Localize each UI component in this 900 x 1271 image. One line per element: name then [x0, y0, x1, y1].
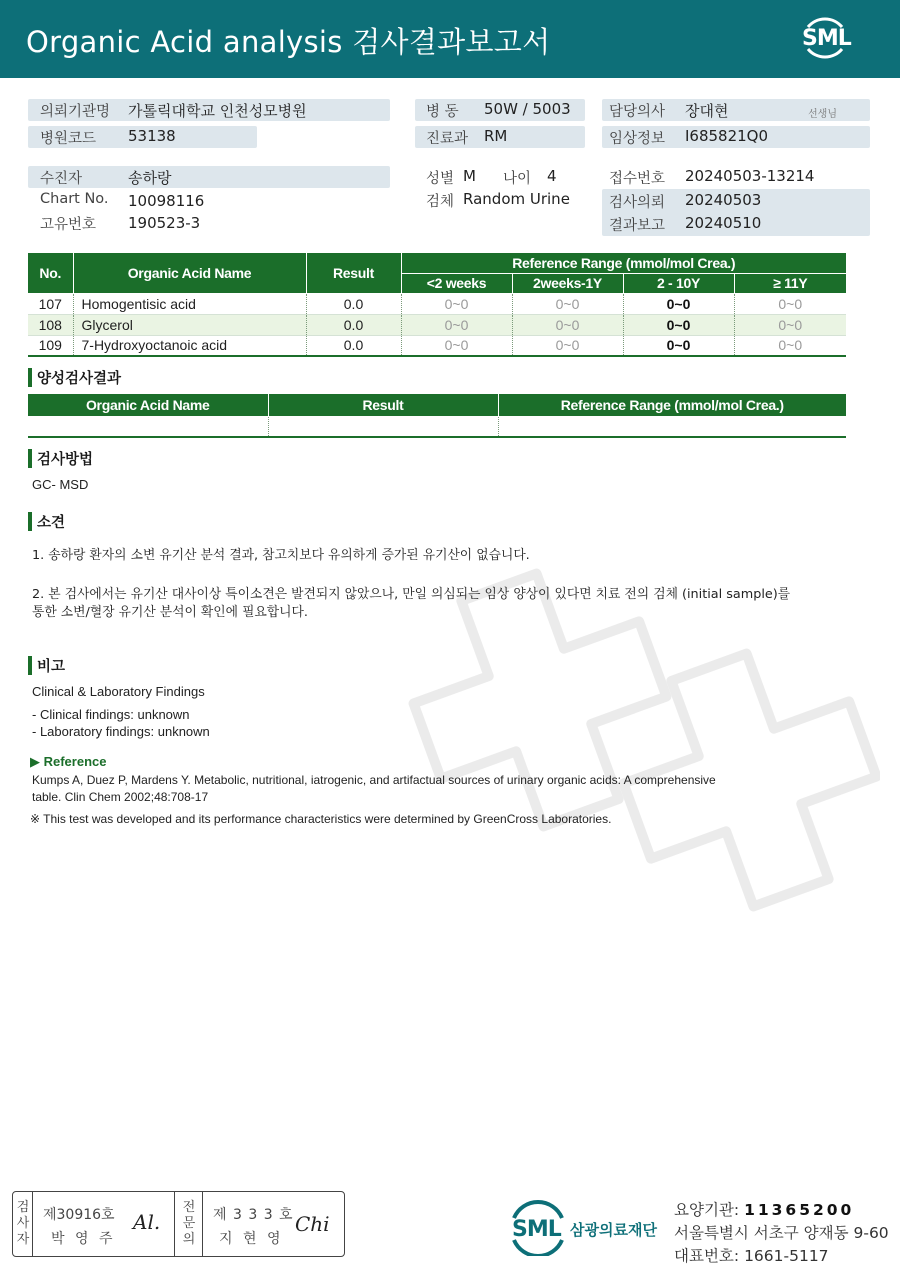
- row-no: 107: [28, 293, 73, 314]
- pos-empty-cell: [28, 416, 268, 437]
- org-code-label: 요양기관:: [674, 1201, 740, 1219]
- age-value: 4: [547, 167, 557, 185]
- examiner-name: 박 영 주: [51, 1231, 116, 1247]
- hospital-code-value: 53138: [128, 127, 176, 145]
- specimen-value: Random Urine: [463, 190, 570, 208]
- results-table: [28, 253, 846, 357]
- clinical-findings: - Clinical findings: unknown: [32, 707, 190, 722]
- doctor-label: 담당의사: [609, 104, 666, 120]
- col-result-header: Result: [306, 253, 401, 293]
- reference-line-2: table. Clin Chem 2002;48:708-17: [32, 790, 209, 804]
- dept-value: RM: [484, 127, 508, 145]
- positive-heading: 양성검사결과: [28, 367, 121, 388]
- report-title: Organic Acid analysis 검사결과보고서: [26, 25, 551, 59]
- table-row: [28, 335, 846, 356]
- reference-heading: ▶ Reference: [30, 754, 107, 769]
- pos-col-name: Organic Acid Name: [28, 394, 268, 416]
- doctor-value: 장대현: [685, 102, 729, 120]
- org-code-line: [674, 1198, 854, 1220]
- sex-label: 성별: [426, 171, 455, 187]
- signature-box: [12, 1191, 345, 1257]
- request-label: 검사의뢰: [609, 195, 666, 211]
- org-name: 삼광의료재단: [570, 1221, 657, 1239]
- specialist-signature: Chi: [295, 1212, 330, 1236]
- row-name: 7-Hydroxyoctanoic acid: [73, 335, 306, 356]
- uid-label: 고유번호: [40, 217, 97, 233]
- findings-heading: 소견: [28, 511, 65, 532]
- org-phone-label: 대표번호:: [674, 1247, 740, 1265]
- col-ref-11y: ≥ 11Y: [734, 273, 846, 293]
- row-ref: 0~0: [623, 335, 734, 356]
- row-ref: 0~0: [401, 335, 512, 356]
- org-address: 서울특별시 서초구 양재동 9-60: [674, 1224, 889, 1242]
- row-no: 108: [28, 314, 73, 335]
- row-result: 0.0: [306, 335, 401, 356]
- row-ref: 0~0: [734, 293, 846, 314]
- col-ref-2w-1y: 2weeks-1Y: [512, 273, 623, 293]
- report-label: 결과보고: [609, 218, 666, 234]
- patient-label: 수진자: [40, 171, 83, 187]
- info-shade-patient: [28, 166, 390, 188]
- specialist-label-char: 전: [182, 1200, 196, 1215]
- findings-line-2a: 2. 본 검사에서는 유기산 대사이상 특이소견은 발견되지 않았으나, 만일 의심되는 임상 양상이 있다면 치료 전의 검체 (initial sample)를: [32, 587, 791, 602]
- col-ref-2-10y: 2 - 10Y: [623, 273, 734, 293]
- remarks-title: Clinical & Laboratory Findings: [32, 684, 205, 699]
- developer-note: ※ This test was developed and its performance characteristics were determined by GreenCross Laboratories.: [30, 812, 612, 826]
- row-no: 109: [28, 335, 73, 356]
- watermark-logo: [360, 540, 880, 1000]
- receipt-label: 접수번호: [609, 171, 666, 187]
- svg-text:SML: SML: [512, 1217, 561, 1242]
- remarks-heading: 비고: [28, 655, 65, 676]
- ward-label: 병 동: [426, 104, 459, 120]
- table-row: [28, 416, 846, 437]
- col-name-header: Organic Acid Name: [73, 253, 306, 293]
- uid-value: 190523-3: [128, 214, 201, 232]
- row-ref: 0~0: [623, 314, 734, 335]
- method-text: GC- MSD: [32, 477, 89, 492]
- row-ref: 0~0: [734, 335, 846, 356]
- patient-value: 송하랑: [128, 169, 172, 187]
- examiner-label-char: 검: [16, 1200, 30, 1215]
- positive-table: [28, 394, 846, 438]
- examiner-label-char: 자: [16, 1232, 30, 1247]
- row-name: Homogentisic acid: [73, 293, 306, 314]
- reference-line-1: Kumps A, Duez P, Mardens Y. Metabolic, nutritional, iatrogenic, and artifactual sources of urinary organic acids: A comprehensive: [32, 773, 716, 787]
- report-header: [0, 0, 900, 78]
- receipt-value: 20240503-13214: [685, 167, 815, 185]
- pos-empty-cell: [268, 416, 498, 437]
- row-result: 0.0: [306, 314, 401, 335]
- specimen-label: 검체: [426, 194, 455, 210]
- col-ref-under2w: <2 weeks: [401, 273, 512, 293]
- row-ref: 0~0: [512, 293, 623, 314]
- table-row: [28, 293, 846, 314]
- examiner-label-char: 사: [16, 1216, 30, 1231]
- col-ref-header: Reference Range (mmol/mol Crea.): [401, 253, 846, 273]
- org-phone-value: 1661-5117: [744, 1247, 829, 1265]
- findings-line-2b: 통한 소변/혈장 유기산 분석이 확인에 필요합니다.: [32, 605, 308, 620]
- clinical-value: I685821Q0: [685, 127, 769, 145]
- examiner-license: 제30916호: [43, 1207, 115, 1223]
- request-value: 20240503: [685, 191, 762, 209]
- specialist-license: 제 3 3 3 호: [213, 1207, 294, 1223]
- sex-value: M: [463, 167, 476, 185]
- row-ref: 0~0: [512, 314, 623, 335]
- sml-logo-text: SML: [802, 26, 851, 51]
- col-no-header: No.: [28, 253, 73, 293]
- pos-col-result: Result: [268, 394, 498, 416]
- row-name: Glycerol: [73, 314, 306, 335]
- row-ref: 0~0: [512, 335, 623, 356]
- org-code-value: 11365200: [744, 1201, 855, 1219]
- ward-value: 50W / 5003: [484, 100, 571, 118]
- hospital-value: 가톨릭대학교 인천성모병원: [128, 102, 307, 120]
- chart-value: 10098116: [128, 192, 205, 210]
- row-ref: 0~0: [401, 293, 512, 314]
- table-row: [28, 314, 846, 335]
- clinical-label: 임상정보: [609, 131, 666, 147]
- row-ref: 0~0: [401, 314, 512, 335]
- specialist-label-char: 문: [182, 1216, 196, 1231]
- specialist-label-char: 의: [182, 1232, 196, 1247]
- org-logo-icon: [508, 1200, 568, 1256]
- pos-col-ref: Reference Range (mmol/mol Crea.): [498, 394, 846, 416]
- row-ref: 0~0: [623, 293, 734, 314]
- age-label: 나이: [503, 171, 532, 187]
- dept-label: 진료과: [426, 131, 469, 147]
- method-heading: 검사방법: [28, 448, 93, 469]
- findings-line-1: 1. 송하랑 환자의 소변 유기산 분석 결과, 참고치보다 유의하게 증가된 유기산이 없습니다.: [32, 548, 530, 563]
- row-result: 0.0: [306, 293, 401, 314]
- pos-empty-cell: [498, 416, 846, 437]
- org-phone-line: [674, 1244, 829, 1266]
- hospital-code-label: 병원코드: [40, 131, 97, 147]
- row-ref: 0~0: [734, 314, 846, 335]
- laboratory-findings: - Laboratory findings: unknown: [32, 724, 210, 739]
- report-value: 20240510: [685, 214, 762, 232]
- specialist-name: 지 현 영: [219, 1231, 284, 1247]
- examiner-signature: Al.: [133, 1210, 161, 1234]
- chart-label: Chart No.: [40, 191, 109, 207]
- doctor-suffix: 선생님: [808, 109, 837, 120]
- hospital-label: 의뢰기관명: [40, 104, 111, 120]
